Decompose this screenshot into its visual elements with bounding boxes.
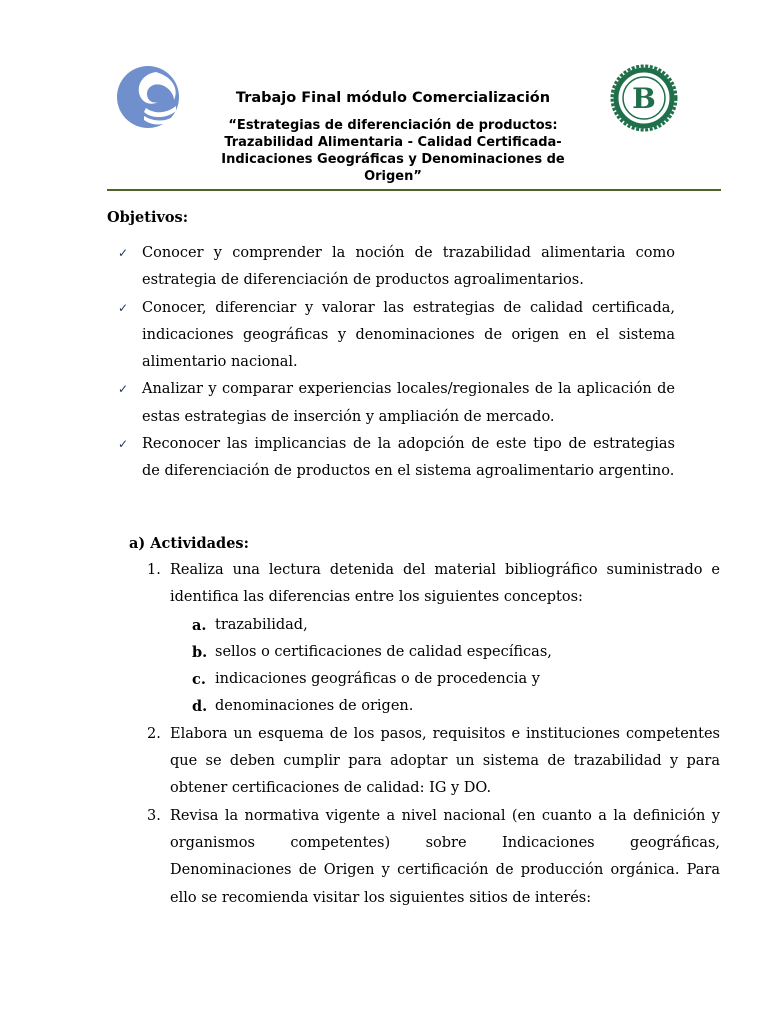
concept-item: [170, 639, 720, 666]
objective-item: [118, 295, 675, 377]
objectives-heading: Objetivos:: [107, 209, 189, 226]
seal-logo-icon: [610, 64, 678, 132]
concepts-sublist: [170, 612, 720, 721]
wave-logo-icon: [116, 64, 180, 130]
activity-number: 3.: [147, 807, 161, 824]
seal-letter: B: [632, 82, 656, 115]
activity-item: [147, 803, 720, 912]
checkmark-icon: ✓: [118, 437, 129, 452]
concept-text: trazabilidad,: [215, 616, 308, 633]
concept-letter: d.: [192, 698, 208, 716]
document-header: [200, 88, 586, 185]
activity-item: [147, 557, 720, 721]
objectives-list: [118, 240, 675, 486]
document-subtitle: “Estrategias de diferenciación de productos: Trazabilidad Alimentaria - Calidad Certificada- Indicaciones Geográficas y Denominaciones de Origen”: [221, 118, 565, 184]
concept-text: sellos o certificaciones de calidad específicas,: [215, 643, 552, 660]
checkmark-icon: ✓: [118, 382, 129, 397]
concept-letter: a.: [192, 616, 207, 634]
concept-text: denominaciones de origen.: [215, 698, 414, 715]
concept-text: indicaciones geográficas o de procedencia y: [215, 671, 540, 688]
objective-item: [118, 240, 675, 295]
objective-text: Analizar y comparar experiencias locales/regionales de la aplicación de estas estrategias de inserción y ampliación de mercado.: [142, 381, 675, 425]
activity-text: Realiza una lectura detenida del material bibliográfico suministrado e identifica las diferencias entre los siguientes conceptos:: [170, 562, 720, 606]
activities-list: [147, 557, 720, 912]
activity-item: [147, 721, 720, 803]
checkmark-icon: ✓: [118, 246, 129, 260]
objective-text: Conocer, diferenciar y valorar las estrategias de calidad certificada, indicaciones geográficas y denominaciones de origen en el sistema alimentario nacional.: [142, 299, 675, 371]
checkmark-icon: ✓: [118, 300, 129, 315]
objective-text: Conocer y comprender la noción de trazabilidad alimentaria como estrategia de diferenciación de productos agroalimentarios.: [142, 245, 675, 289]
header-divider: [107, 189, 721, 191]
objective-item: [118, 376, 675, 431]
activity-number: 1.: [147, 562, 161, 578]
concept-item: [170, 666, 720, 693]
activity-text: Elabora un esquema de los pasos, requisitos e instituciones competentes que se deben cumplir para adoptar un sistema de trazabilidad y para obtener certificaciones de calidad: IG y DO.: [170, 725, 720, 797]
document-title: Trabajo Final módulo Comercialización: [235, 90, 551, 106]
activity-number: 2.: [147, 725, 161, 742]
activities-heading: a) Actividades:: [129, 535, 249, 552]
concept-item: [170, 693, 720, 720]
objective-text: Reconocer las implicancias de la adopción de este tipo de estrategias de diferenciación de productos en el sistema agroalimentario argentino.: [142, 436, 675, 480]
concept-letter: b.: [192, 643, 208, 661]
concept-letter: c.: [192, 671, 206, 689]
concept-item: [170, 612, 720, 639]
activity-text: Revisa la normativa vigente a nivel nacional (en cuanto a la definición y organismos competentes) sobre Indicaciones geográficas, Denominaciones de Origen y certificación de producción orgánica. Para ello se recomienda visitar los siguientes sitios de interés:: [170, 807, 720, 906]
objective-item: [118, 431, 675, 486]
